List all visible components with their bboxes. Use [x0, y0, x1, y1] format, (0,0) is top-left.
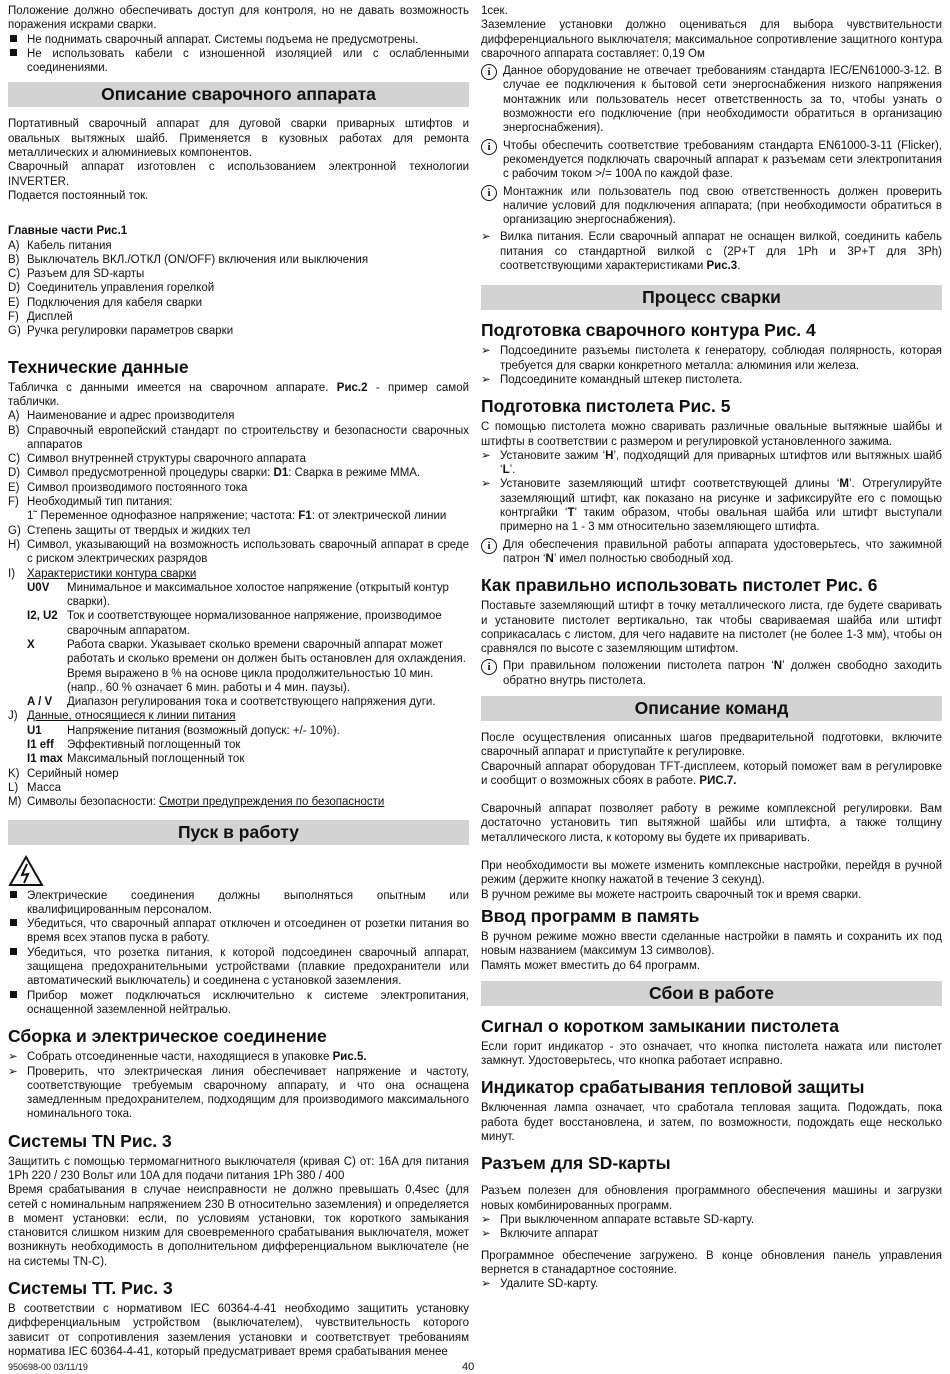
list-item: ➢ Подсоедините командный штекер пистолета.	[481, 373, 743, 386]
sub-item: U0V Минимальное и максимальное холостое напряжение (открытый контур сварки).	[27, 581, 449, 609]
paragraph: Программное обеспечение загружено. В конце обновления панель управления вернется в станадартное состояние.	[481, 1249, 942, 1276]
square-bullet-icon	[8, 33, 27, 47]
list-item: G) Ручка регулировки параметров сварки	[8, 325, 234, 338]
left-column	[8, 4, 469, 1359]
list-item: 1˜ Переменное однофазное напряжение; частота: F1: от электрической линии	[27, 510, 447, 523]
arrow-item: ➢ Вилка питания. Если сварочный аппарат не оснащен вилкой, соединить кабель питания со стандартной вилкой с (2P+T для 1Ph и 3P+T для 3Ph) соответствующими характеристиками Рис.3.	[481, 231, 942, 273]
section-header-faults: Сбои в работе	[481, 981, 942, 1006]
paragraph: Сварочный аппарат оборудован TFT-дисплеем, который поможет вам в регулировке и сообщит о возможных сбоях в работе. РИС.7.	[481, 760, 942, 787]
arrow-item: ➢ Собрать отсоединенные части, находящиеся в упаковке Рис.5.	[8, 1051, 367, 1064]
paragraph: В соответствии с нормативом IEC 60364-4-41 необходимо защитить установку дифференциальным устройством (выключателем), чувствительность которого зависит от сопротивления заземления установки и соответствует требованиям норматива IEC 60364-4-41, который предусматривает время срабатывания менее	[8, 1303, 469, 1358]
electric-hazard-icon	[8, 855, 469, 889]
sd-list	[481, 1213, 942, 1242]
square-bullet-icon	[8, 917, 27, 946]
paragraph: Если горит индикатор - это означает, что кнопка пистолета нажата или пистолет замкнут. Удостоверьтесь, что кнопка работает исправно.	[481, 1040, 942, 1068]
arrow-bullet-icon: ➢	[481, 478, 491, 491]
info-icon: i	[481, 538, 497, 554]
square-bullet-icon	[8, 889, 27, 918]
square-bullet-icon	[8, 946, 27, 989]
info-note: i Монтажник или пользователь под свою ответственность должен проверить наличие условий для подключения аппарата; (при необходимости обратиться в организацию энергоснабжения).	[481, 185, 942, 228]
sub-item: U1 Напряжение питания (возможный допуск: +/- 10%).	[27, 724, 340, 737]
arrow-item: ➢ Установите заземляющий штифт соответствующей длины ‘M’. Отрегулируйте заземляющий штифт, как показано на рисунке и зафиксируйте его с помощью контргайки ‘T’ таким образом, чтобы овальная шайба или штифт выступали примерно на 1 - 3 мм относительно заземляющего штифта.	[481, 478, 943, 534]
square-bullet-icon	[8, 989, 27, 1018]
arrow-item: ➢ Установите зажим ‘H’, подходящий для приварных штифтов или вытяжных шайб ‘L’.	[481, 449, 942, 477]
sub-item: I1 eff Эффективный поглощенный ток	[27, 739, 241, 752]
heading-gun: Подготовка пистолета Рис. 5	[481, 396, 731, 417]
heading-tn-systems: Системы TN Рис. 3	[8, 1130, 172, 1151]
section-header-commands: Описание команд	[481, 696, 942, 721]
paragraph: В ручном режиме вы можете настроить сварочный ток и время сварки.	[481, 888, 862, 901]
list-item: E) Подключения для кабеля сварки	[8, 296, 203, 309]
section-header-description: Описание сварочного аппарата	[8, 82, 469, 107]
list-item: I) Характеристики контура сварки	[8, 567, 197, 580]
heading-circuit: Подготовка сварочного контура Рис. 4	[481, 320, 816, 341]
list-item: F) Необходимый тип питания:	[8, 496, 173, 509]
list-item: A) Наименование и адрес производителя	[8, 410, 235, 423]
paragraph: В ручном режиме можно ввести сделанные настройки в память и сохранить их под новым названием (максимум 13 символов).	[481, 930, 942, 958]
heading-sd-card: Разъем для SD-карты	[481, 1153, 671, 1174]
list-item: J) Данные, относящиеся к линии питания	[8, 710, 236, 723]
sub-item: X Работа сварки. Указывает сколько времени сварочный аппарат может работать и сколько времени он должен быть остановлен для охлаждения. Время выражено в % на основе цикла продолжительностью 10 мин. (напр., 60 % означает 6 мин. работы и 4 мин. паузы).	[27, 638, 466, 694]
paragraph: С помощью пистолета можно сваривать различные овальные вытяжные шайбы и штифты в соответствии с размером и регулировкой установленного зажима.	[481, 421, 942, 448]
tech-list	[8, 409, 469, 466]
paragraph: Подается постоянный ток.	[8, 189, 149, 202]
info-note: i Данное оборудование не отвечает требованиям стандарта IEC/EN61000-3-12. В случае ее подключения к бытовой сети энергоснабжения низкого напряжения монтажник или пользователь несет ответственность за то, чтобы узнать о возможности его подключение (при необходимости обратиться в организацию энергоснабжения).	[481, 64, 942, 135]
paragraph: При необходимости вы можете изменить комплексные настройки, перейдя в ручной режим (держите кнопку нажатой в течение 3 секунд).	[481, 860, 942, 887]
list-item: Убедиться, что сварочный аппарат отключен и отсоединен от розетки питания во время всех этапов пуска в работу.	[8, 917, 469, 946]
power-line-data	[8, 724, 469, 767]
paragraph: Время срабатывания в случае неисправности не должно превышать 0,4sec (для сетей с номинальным напряжением 230 В относительно заземления) и определяется в момент установки: если, по условиям установки, ток короткого замыкания становится слишком низким для своевременного срабатывания выключателя, может возникнуть необходимость в дополнительном дифференциальном выключателе (не на системы TN-C).	[8, 1184, 469, 1268]
sub-item: I1 max Максимальный поглощенный ток	[27, 753, 245, 766]
heading-short-circuit: Сигнал о коротком замыкании пистолета	[481, 1015, 839, 1036]
paragraph: Сварочный аппарат изготовлен с использованием электронной технологии INVERTER.	[8, 161, 469, 188]
circuit-list	[481, 344, 942, 387]
list-item: K) Серийный номер	[8, 767, 119, 780]
list-item: H) Символ, указывающий на возможность использовать сварочный аппарат в среде с риском электрических разрядов	[8, 538, 469, 566]
paragraph: Память может вместить до 64 программ.	[481, 959, 701, 972]
list-item: Прибор может подключаться исключительно к системе электропитания, оснащенной заземленной нейтралью.	[8, 989, 469, 1018]
list-item: M) Символы безопасности: Смотри предупреждения по безопасности	[8, 796, 385, 809]
list-item: Убедиться, что розетка питания, к которой подсоединен сварочный аппарат, защищена предохранительными устройствами (плавкие предохранители или автоматический выключатель) и соединена с установкой заземления.	[8, 946, 469, 989]
arrow-bullet-icon: ➢	[481, 345, 491, 358]
info-note: i Чтобы обеспечить соответствие требованиям стандарта EN61000-3-11 (Flicker), рекомендуется подключать сварочный аппарат к разъемам сети электропитания с рабочим током >/= 100A по каждой фазе.	[481, 139, 942, 182]
heading-assembly: Сборка и электрическое соединение	[8, 1026, 327, 1047]
list-item: D) Соединитель управления горелкой	[8, 282, 215, 295]
list-item: Электрические соединения должны выполняться опытным или квалифицированным персоналом.	[8, 889, 469, 918]
start-list	[8, 889, 469, 1018]
list-item: G) Степень защиты от твердых и жидких тел	[8, 524, 251, 537]
arrow-bullet-icon: ➢	[481, 373, 491, 386]
heading-programs: Ввод программ в память	[481, 905, 700, 926]
heading-tt-systems: Системы TT. Рис. 3	[8, 1278, 173, 1299]
paragraph: Включенная лампа означает, что сработала тепловая защита. Подождать, пока работа будет восстановлена, и затем, по возможности, подождать еще несколько минут.	[481, 1102, 942, 1144]
paragraph: Поставьте заземляющий штифт в точку металлического листа, где будете сваривать и установите пистолет вертикально, так чтобы свариваемая шайба или штифт соприкасалась с листом, для чего надавите на пистолет (не более 1-3 мм), чтобы он сравнялся по высоте с заземляющим штифтом.	[481, 600, 942, 656]
list-item: E) Символ производимого постоянного тока	[8, 481, 248, 494]
bullet-item: Не использовать кабели с изношенной изоляцией или с ослабленными соединениями.	[8, 47, 469, 76]
heading-use: Как правильно использовать пистолет Рис. 6	[481, 575, 878, 596]
info-icon: i	[481, 139, 497, 155]
document-code: 950698-00 03/11/19	[8, 1362, 88, 1372]
parts-list	[8, 239, 469, 339]
arrow-bullet-icon: ➢	[8, 1051, 18, 1064]
list-item: C) Разъем для SD-карты	[8, 268, 145, 281]
paragraph: Разъем полезен для обновления программного обеспечения машины и загрузки новых комбинированных программ.	[481, 1185, 942, 1212]
heading-tech-data: Технические данные	[8, 356, 189, 377]
arrow-item: ➢ Проверить, что электрическая линия обеспечивает напряжение и частоту, соответствующие требуемым сварочному аппарату, и что она оснащена замедленным предохранителем, подходящим для производимого максимального номинального тока.	[8, 1065, 469, 1121]
info-note: i При правильном положении пистолета патрон ‘N’ должен свободно заходить обратно внутрь пистолета.	[481, 659, 942, 688]
info-icon: i	[481, 185, 497, 201]
arrow-bullet-icon: ➢	[481, 449, 491, 462]
paragraph: Защитить с помощью термомагнитного выключателя (кривая C) от: 16A для питания 1Ph 220 / 230 Вольт или 10A для подачи питания 1Ph 380 / 400	[8, 1155, 469, 1182]
paragraph: Портативный сварочный аппарат для дуговой сварки приварных штифтов и овальных вытяжных шайб. Применяется в кузовных работах для ремонта металлических и алюминиевых компонентов.	[8, 118, 469, 160]
list-item: B) Справочный европейский стандарт по строительству и безопасности сварочных аппаратов	[8, 424, 469, 451]
section-header-start: Пуск в работу	[8, 820, 469, 845]
info-note: i Для обеспечения правильной работы аппарата удостоверьтесь, что зажимной патрон ‘N’ имел полностью свободный ход.	[481, 538, 942, 567]
sub-item: I2, U2 Ток и соответствующее нормализованное напряжение, производимое сварочным аппаратом.	[27, 610, 442, 637]
list-item: ➢ При выключенном аппарате вставьте SD-карту.	[481, 1213, 755, 1226]
sub-item: A / V Диапазон регулирования тока и соответствующего напряжения дуги.	[27, 696, 436, 709]
paragraph: Положение должно обеспечивать доступ для контроля, но не давать возможность поражения искрами сварки.	[8, 5, 469, 32]
list-item: B) Выключатель ВКЛ./ОТКЛ (ON/OFF) включения или выключения	[8, 253, 369, 266]
paragraph: Заземление установки должно оцениваться для выбора чувствительности дифференциального выключателя; максимальное сопротивление защитного контура сварочного аппарата составляет: 0,19 Ом	[481, 19, 942, 60]
arrow-item: ➢ Удалите SD-карту.	[481, 1278, 599, 1291]
arrow-bullet-icon: ➢	[481, 1228, 491, 1241]
list-item: D) Символ предусмотренной процедуры сварки: D1: Сварка в режиме ММА.	[8, 467, 421, 480]
heading-thermal: Индикатор срабатывания тепловой защиты	[481, 1077, 865, 1098]
arrow-bullet-icon: ➢	[8, 1065, 18, 1078]
list-item: ➢ Подсоедините разъемы пистолета к генератору, соблюдая полярность, которая требуется для сварки конкретного металла: алюминия или железа.	[481, 345, 942, 372]
paragraph: Сварочный аппарат позволяет работу в режиме комплексной регулировки. Вам достаточно установить тип вытяжной шайбы или штифта, а также толщину металлического листа, к которому вы будете их приваривать.	[481, 803, 942, 844]
right-column	[481, 4, 942, 1291]
paragraph: 1сек.	[481, 5, 508, 17]
section-header-process: Процесс сварки	[481, 285, 942, 310]
paragraph: Табличка с данными имеется на сварочном аппарате. Рис.2 - пример самой таблички.	[8, 381, 470, 408]
arrow-bullet-icon: ➢	[481, 231, 491, 244]
arrow-bullet-icon: ➢	[481, 1278, 491, 1291]
square-bullet-icon	[8, 47, 27, 76]
list-item: L) Масса	[8, 781, 62, 794]
list-item: F) Дисплей	[8, 311, 73, 324]
circuit-characteristics	[8, 581, 469, 710]
paragraph: После осуществления описанных шагов предварительной подготовки, включите сварочный аппарат и приступайте к регулировке.	[481, 731, 942, 759]
page-number: 40	[462, 1361, 475, 1373]
info-icon: i	[481, 659, 497, 675]
arrow-bullet-icon: ➢	[481, 1213, 491, 1226]
list-item: ➢ Включите аппарат	[481, 1228, 599, 1241]
parts-title: Главные части Рис.1	[8, 225, 128, 238]
info-icon: i	[481, 64, 497, 80]
bullet-item: Не поднимать сварочный аппарат. Системы подъема не предусмотрены.	[8, 33, 469, 47]
list-item: C) Символ внутренней структуры сварочного аппарата	[8, 453, 306, 466]
list-item: A) Кабель питания	[8, 239, 112, 252]
